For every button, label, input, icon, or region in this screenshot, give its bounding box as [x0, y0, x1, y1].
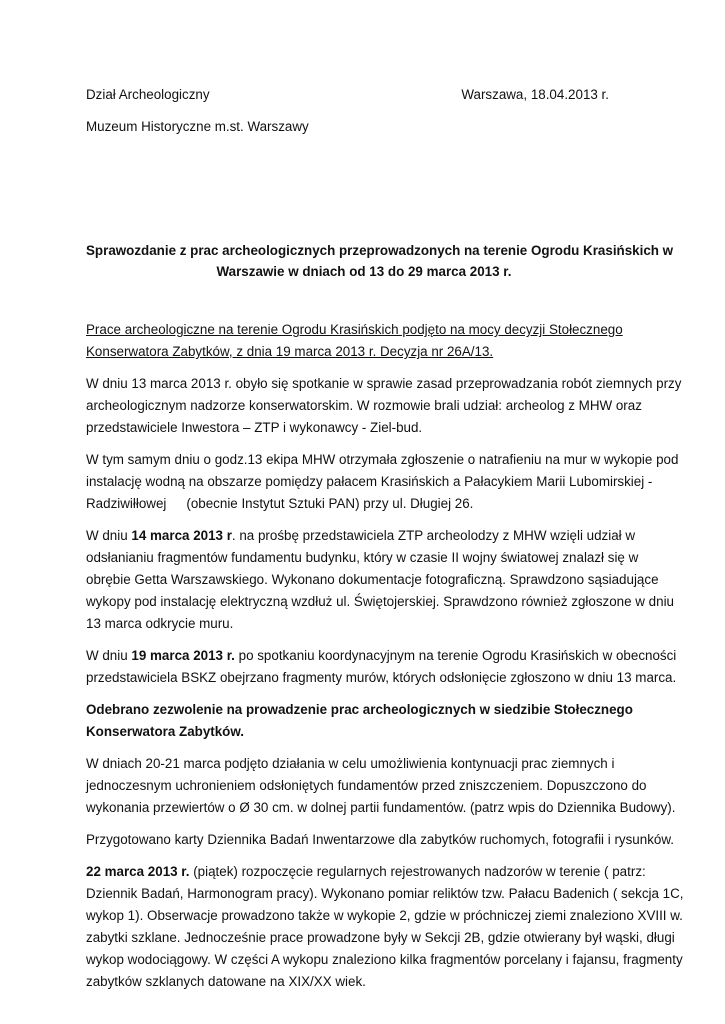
paragraph-permit [86, 699, 642, 743]
text-span: Radziwiłłowej [86, 496, 167, 511]
text-line: przedstawiciela BSKZ obejrzano fragmenty murów, których odsłonięcie zgłoszono w dniu 13 marca. [86, 670, 677, 685]
report-title-line: Sprawozdanie z prac archeologicznych przeprowadzonych na terenie Ogrodu Krasińskich w [86, 243, 674, 258]
text-line: archeologicznym nadzorze konserwatorskim. W rozmowie brali udział: archeolog z MHW oraz [86, 398, 642, 413]
text-line: Przygotowano karty Dziennika Badań Inwentarzowe dla zabytków ruchomych, fotografii i rysunków. [86, 832, 674, 847]
institution-name: Muzeum Historyczne m.st. Warszawy [86, 119, 309, 134]
text-line: 13 marca odkrycie muru. [86, 616, 234, 631]
report-body [86, 319, 684, 1003]
letter-header [86, 84, 609, 106]
paragraph-wall-report [86, 449, 679, 515]
text-span: (obecnie Instytut Sztuki PAN) przy ul. Długiej 26. [186, 496, 474, 511]
text-line [86, 861, 646, 883]
text-span: . na prośbę przedstawiciela ZTP archeolodzy z MHW wzięli udział w [231, 528, 636, 543]
text-line: wykop wodociągowy. W części A wykopu znaleziono kilka fragmentów porcelany i fajansu, fragmenty [86, 952, 683, 967]
text-line: instalację wodną na obszarze pomiędzy pałacem Krasińskich a Pałacykiem Marii Lubomirskiej - [86, 474, 653, 489]
report-title [86, 240, 674, 282]
text-line: Dziennik Badań, Harmonogram pracy). Wykonano pomiar reliktów tzw. Pałacu Badenich ( sekcja 1C, [86, 886, 684, 901]
date-emphasis: 22 marca 2013 r. [86, 864, 190, 879]
text-line [86, 525, 642, 547]
text-line: W dniach 20-21 marca podjęto działania w celu umożliwienia kontynuacji prac ziemnych i [86, 756, 615, 771]
text-line: W tym samym dniu o godz.13 ekipa MHW otrzymała zgłoszenie o natrafieniu na mur w wykopie pod [86, 452, 679, 467]
text-line [86, 493, 642, 515]
paragraph-inventory-cards [86, 829, 674, 851]
place-date: Warszawa, 18.04.2013 r. [461, 87, 609, 102]
paragraph-march-22 [86, 861, 684, 993]
text-line: zabytków szklanych datowane na XIX/XX wiek. [86, 974, 366, 989]
text-span: (piątek) rozpoczęcie regularnych rejestrowanych nadzorów w terenie ( patrz: [189, 864, 646, 879]
text-line: W dniu 13 marca 2013 r. obyło się spotkanie w sprawie zasad przeprowadzania robót ziemnych przy [86, 376, 682, 391]
text-line: przedstawiciele Inwestora – ZTP i wykonawcy - Ziel-bud. [86, 420, 423, 435]
text-span: W dniu [86, 528, 132, 543]
department-name: Dział Archeologiczny [86, 87, 210, 102]
text-line: jednoczesnym uchronieniem odsłoniętych fundamentów przed zniszczeniem. Dopuszczono do [86, 778, 647, 793]
text-line: Konserwatora Zabytków, z dnia 19 marca 2013 r. Decyzja nr 26A/13. [86, 344, 494, 359]
text-span: po spotkaniu koordynacyjnym na terenie Ogrodu Krasińskich w obecności [234, 648, 677, 663]
text-line: zabytki szklane. Jednocześnie prace prowadzone były w Sekcji 2B, gdzie otwierany był wąski, długi [86, 930, 675, 945]
paragraph-march-20-21 [86, 753, 676, 819]
paragraph-march-19 [86, 645, 677, 689]
text-line: wykop 1). Obserwacje prowadzono także w wykopie 2, gdzie w próchniczej ziemi znaleziono XVIII w. [86, 908, 683, 923]
text-line: Prace archeologiczne na terenie Ogrodu Krasińskich podjęto na mocy decyzji Stołecznego [86, 322, 623, 337]
text-line: odsłanianiu fragmentów fundamentu budynku, który w czasie II wojny światowej znalazł się w [86, 550, 639, 565]
text-line: obrębie Getta Warszawskiego. Wykonano dokumentacje fotograficzną. Sprawdzono sąsiadujące [86, 572, 659, 587]
text-line: Konserwatora Zabytków. [86, 724, 244, 739]
paragraph-march-14 [86, 525, 674, 635]
paragraph-meeting [86, 373, 682, 439]
text-line: Odebrano zezwolenie na prowadzenie prac archeologicznych w siedzibie Stołecznego [86, 702, 633, 717]
report-title-line: Warszawie w dniach od 13 do 29 marca 2013 r. [216, 264, 512, 279]
text-line: wykonania przewiertów o Ø 30 cm. w dolnej partii fundamentów. (patrz wpis do Dziennika Budowy). [86, 800, 676, 815]
text-line [86, 645, 677, 667]
date-emphasis: 19 marca 2013 r. [131, 648, 235, 663]
text-span: W dniu [86, 648, 132, 663]
date-emphasis: 14 marca 2013 r [131, 528, 232, 543]
paragraph-decision [86, 319, 642, 363]
text-line: wykopy pod instalację elektryczną wzdłuż ul. Świętojerskiej. Sprawdzono również zgłoszone w dniu [86, 594, 674, 609]
